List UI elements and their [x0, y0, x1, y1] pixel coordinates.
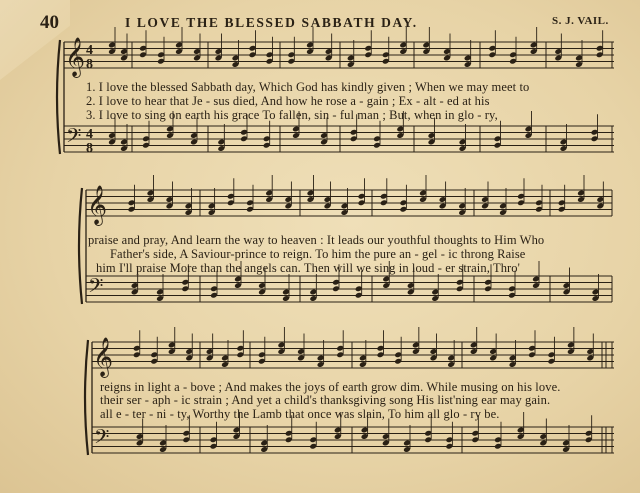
- lyric-line-s2-v3: him I'll praise More than the angels can. Then will we sing in loud - er strain, Thro': [96, 261, 521, 275]
- treble-clef-icon: 𝄞: [87, 185, 108, 225]
- treble-clef-icon: 𝄞: [93, 337, 114, 377]
- lyric-line-s1-v1: 1. I love the blessed Sabbath day, Which God has kindly given ; When we may meet to: [86, 80, 530, 94]
- time-signature-bottom: 8: [86, 57, 93, 72]
- lyric-line-s1-v3: 3. I love to sing on earth his grace To fallen, sin - ful man ; But, when in glo - ry,: [86, 108, 498, 122]
- bass-clef-icon: 𝄢: [66, 124, 82, 152]
- time-signature-top: 4: [86, 127, 93, 142]
- bass-clef-icon: 𝄢: [88, 274, 104, 302]
- lyric-line-s1-v2: 2. I love to hear that Je - sus died, And how he rose a - gain ; Ex - alt - ed at his: [86, 94, 490, 108]
- lyric-line-s3-v2: their ser - aph - ic strain ; And yet a child's thanksgiving song His list'ning ear may gain.: [100, 393, 551, 407]
- lyric-line-s3-v1: reigns in light a - bove ; And makes the joys of earth grow dim. While musing on his love.: [100, 380, 561, 394]
- system-brace: [79, 188, 82, 304]
- system-brace: [85, 340, 88, 455]
- system-brace: [57, 40, 60, 154]
- hymn-title: I LOVE THE BLESSED SABBATH DAY.: [125, 15, 418, 30]
- treble-clef-icon: 𝄞: [65, 37, 86, 77]
- time-signature-top: 4: [86, 43, 93, 58]
- lyric-line-s3-v3: all e - ter - ni - ty, Worthy the Lamb that once was slain, To him all glo - ry be.: [100, 407, 500, 421]
- page-number: 40: [40, 12, 59, 33]
- lyric-line-s2-v2: Father's side, A Saviour-prince to reign. To him the pure an - gel - ic throng Raise: [110, 247, 526, 261]
- bass-clef-icon: 𝄢: [94, 425, 110, 453]
- composer-credit: S. J. VAIL.: [552, 15, 609, 27]
- lyric-line-s2-v1: praise and pray, And learn the way to heaven : It leads our youthful thoughts to Him Who: [88, 233, 545, 247]
- time-signature-bottom: 8: [86, 141, 93, 156]
